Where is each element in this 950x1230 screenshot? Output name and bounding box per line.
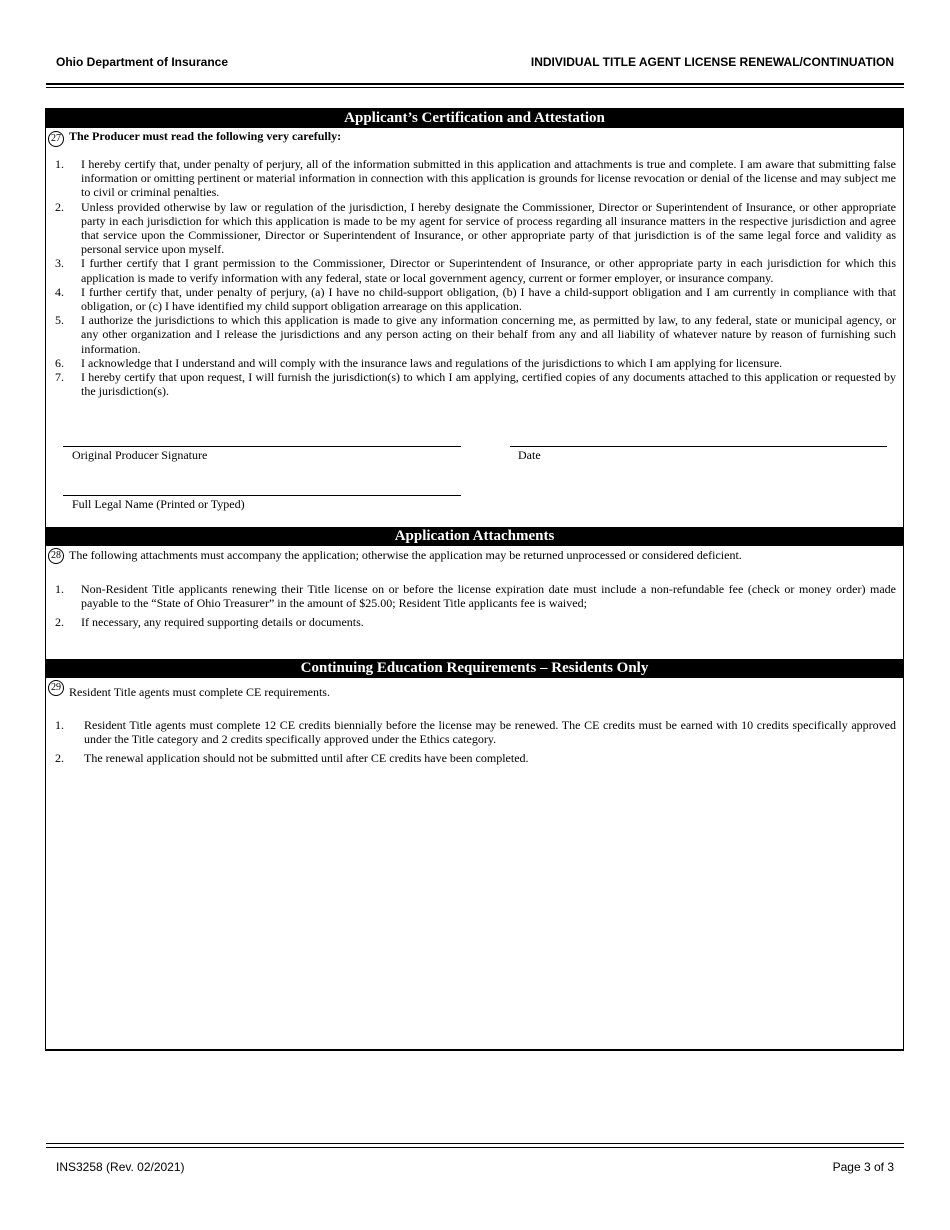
certification-lead: The Producer must read the following very carefully: xyxy=(69,129,342,143)
item-text: I authorize the jurisdictions to which this application is made to give any information concerning me, as permitted by law, to any federal, state or municipal agency, or any other organization and I release the jurisdictions and any person acting on their behalf from any and all liability of whatever nature by reason of furnishing such information. xyxy=(81,313,896,356)
section-number-marker: 28 xyxy=(48,548,64,564)
item-text: Resident Title agents must complete 12 CE credits biennially before the license may be renewed. The CE credits must be earned with 10 credits specifically approved under the Title category and 2 credits specifically approved under the Ethics category. xyxy=(84,718,896,747)
item-text: I acknowledge that I understand and will comply with the insurance laws and regulations of the jurisdictions to which I am applying for licensure. xyxy=(81,355,783,370)
list-item xyxy=(46,157,896,200)
list-item xyxy=(46,285,896,313)
header-rule xyxy=(46,87,904,88)
item-text: If necessary, any required supporting details or documents. xyxy=(81,615,364,630)
item-number: 5. xyxy=(55,313,64,328)
signature-line[interactable] xyxy=(63,446,461,447)
item-number: 4. xyxy=(55,284,64,299)
item-number: 2. xyxy=(55,615,64,630)
date-label: Date xyxy=(518,448,541,462)
header-rule xyxy=(46,83,904,85)
full-name-line[interactable] xyxy=(63,495,461,496)
item-number: 2. xyxy=(55,751,64,766)
item-number: 1. xyxy=(55,157,64,171)
item-text: I further certify that, under penalty of perjury, (a) I have no child-support obligation, (b) I have a child-support obligation and I am currently in compliance with that obligation, or (c) I have identified my child support obligation arrearage on this application. xyxy=(81,284,896,314)
form-number: INS3258 (Rev. 02/2021) xyxy=(56,1160,185,1174)
form-title: INDIVIDUAL TITLE AGENT LICENSE RENEWAL/CONTINUATION xyxy=(530,55,894,69)
item-text: I further certify that I grant permission to the Commissioner, Director or Superintendent of Insurance, or other appropriate party in each jurisdiction for which this application is made to verify information with any federal, state or local government agency, current or former employer, or insurance company. xyxy=(81,256,896,285)
list-item xyxy=(46,356,896,370)
section-number-marker: 27 xyxy=(48,131,64,147)
ce-lead: Resident Title agents must complete CE requirements. xyxy=(69,685,330,699)
department-name: Ohio Department of Insurance xyxy=(56,55,229,69)
footer-rule xyxy=(46,1143,904,1144)
item-number: 3. xyxy=(55,256,64,271)
item-text: Unless provided otherwise by law or regulation of the jurisdiction, I hereby designate the Commissioner, Director or Superintendent of Insurance, or other appropriate party in each jurisdiction for which this application is made to be my agent for service of process regarding all insurance matters in the respective jurisdiction and agree that service upon the Commissioner, Director or Superintendent of Insurance, or other appropriate party of that jurisdiction is of the same legal force and validity as personal service upon myself. xyxy=(81,199,896,257)
list-item xyxy=(46,718,896,746)
full-name-label: Full Legal Name (Printed or Typed) xyxy=(72,497,245,511)
list-item xyxy=(46,313,896,356)
attachments-lead: The following attachments must accompany the application; otherwise the application may be returned unprocessed or considered deficient. xyxy=(69,548,742,562)
item-text: The renewal application should not be submitted until after CE credits have been completed. xyxy=(84,751,529,766)
certification-list xyxy=(46,157,896,398)
signature-label: Original Producer Signature xyxy=(72,448,208,462)
list-item xyxy=(46,751,896,765)
page-number: Page 3 of 3 xyxy=(832,1160,894,1174)
section-number-marker: 29 xyxy=(48,680,64,696)
certification-section-title: Applicant’s Certification and Attestation xyxy=(46,109,903,128)
item-number: 6. xyxy=(55,355,64,370)
list-item xyxy=(46,582,896,610)
ce-list xyxy=(46,718,896,771)
list-item xyxy=(46,615,896,629)
date-line[interactable] xyxy=(510,446,887,447)
item-number: 7. xyxy=(55,370,64,385)
attachments-list xyxy=(46,582,896,635)
item-number: 1. xyxy=(55,718,64,732)
ce-section-title: Continuing Education Requirements – Residents Only xyxy=(46,659,903,678)
item-text: Non-Resident Title applicants renewing their Title license on or before the license expiration date must include a non-refundable fee (check or money order) made payable to the “State of Ohio Treasurer” in the amount of $25.00; Resident Title applicants fee is waived; xyxy=(81,582,896,611)
item-text: I hereby certify that, under penalty of perjury, all of the information submitted in this application and attachments is true and complete. I am aware that submitting false information or omitting pertinent or material information in connection with this application is grounds for license revocation or denial of the license and may subject me to civil or criminal penalties. xyxy=(81,157,896,200)
attachments-section-title: Application Attachments xyxy=(46,527,903,546)
item-text: I hereby certify that upon request, I will furnish the jurisdiction(s) to which I am applying, certified copies of any documents attached to this application or requested by the jurisdiction(s). xyxy=(81,370,896,399)
list-item xyxy=(46,256,896,284)
item-number: 2. xyxy=(55,199,64,214)
list-item xyxy=(46,200,896,257)
item-number: 1. xyxy=(55,582,64,596)
list-item xyxy=(46,370,896,398)
footer-rule xyxy=(46,1147,904,1148)
form-body xyxy=(45,108,904,1051)
